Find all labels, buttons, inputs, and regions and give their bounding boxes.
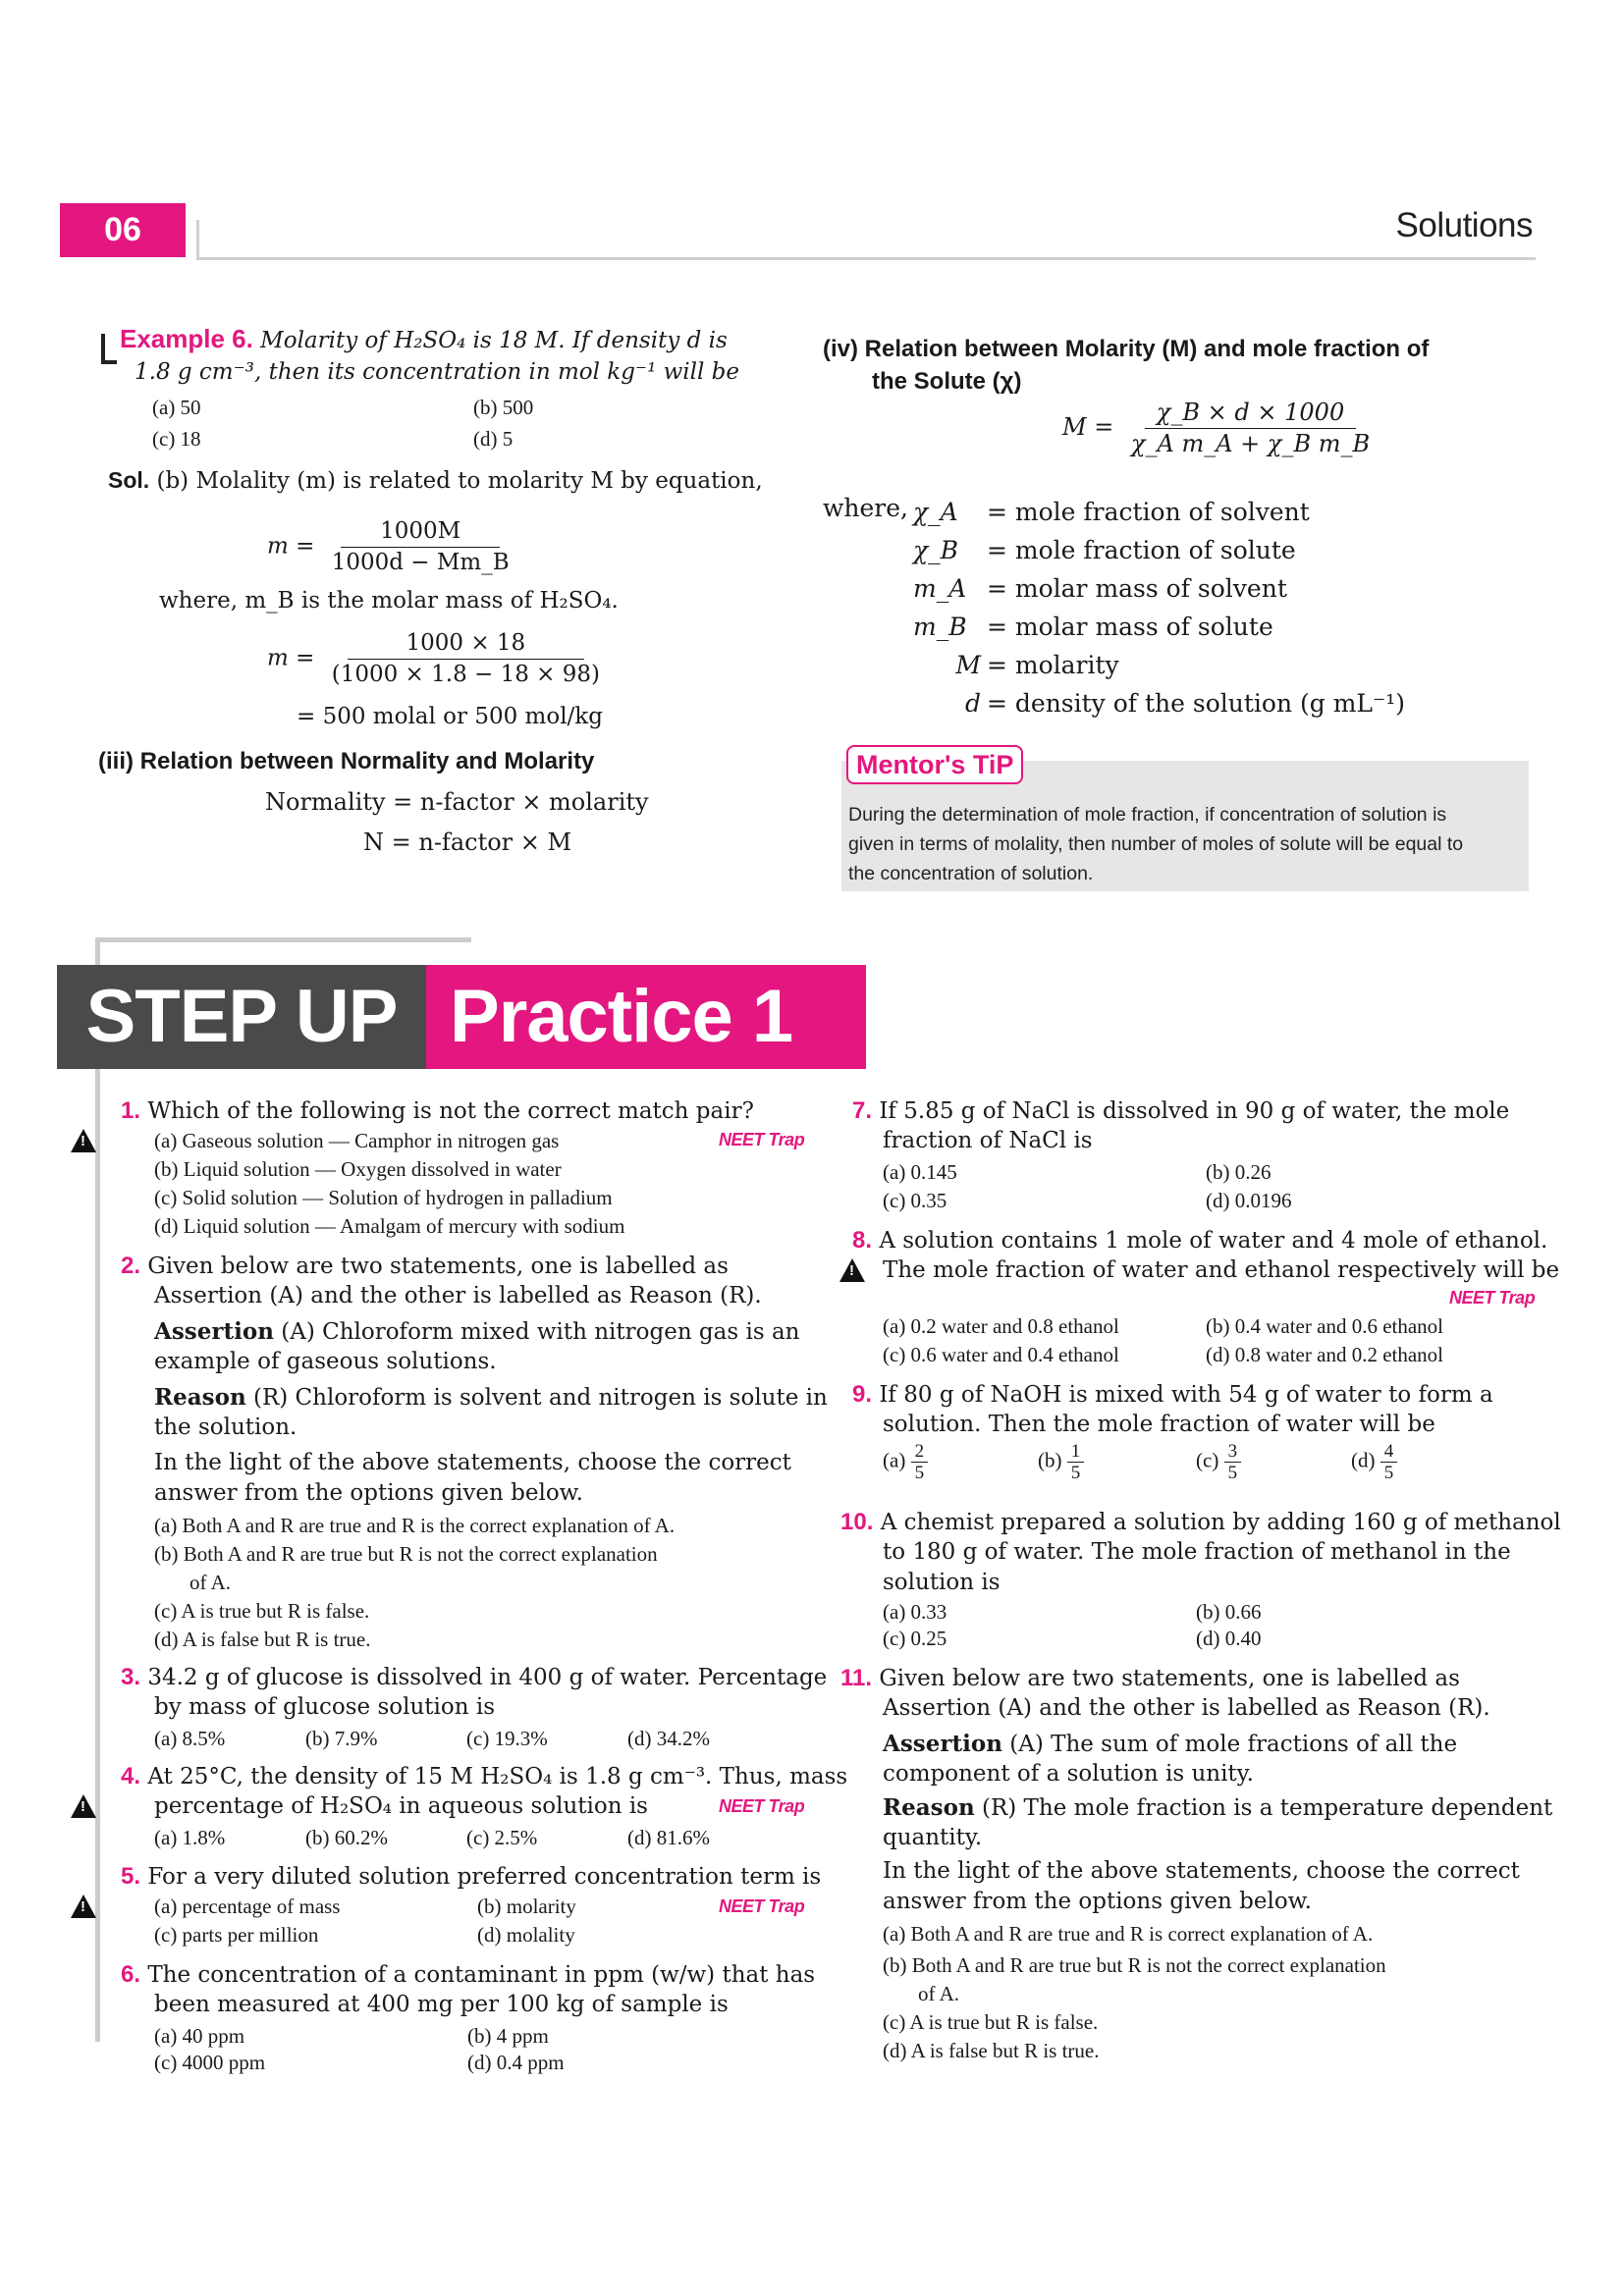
question-number: 9.: [852, 1381, 873, 1408]
q9-option-c: [1196, 1441, 1241, 1483]
q2-option-c: (c) A is true but R is false.: [154, 1599, 370, 1623]
example-bracket: [101, 334, 105, 363]
example-bracket-foot: [101, 360, 117, 364]
q2-reason: [154, 1382, 828, 1414]
definition-text: = molar mass of solvent: [987, 574, 1287, 603]
q5-option-b: (b) molarity: [477, 1895, 576, 1918]
definitions-list: [913, 493, 1405, 722]
q2-option-b-cont: of A.: [189, 1571, 231, 1594]
eq2-denominator: (1000 × 1.8 − 18 × 98): [331, 662, 600, 687]
q11-reason: [883, 1792, 1552, 1824]
definition-row: [913, 608, 1405, 646]
chapter-title: Solutions: [1395, 206, 1533, 244]
question-text: A chemist prepared a solution by adding 160 g of methanol: [880, 1510, 1561, 1535]
q9-option-a: [883, 1441, 928, 1483]
eq1-lhs: m =: [267, 533, 315, 560]
question-text: For a very diluted solution preferred concentration term is: [147, 1864, 822, 1890]
question-number: 1.: [121, 1097, 141, 1124]
fraction-denominator: 5: [1227, 1463, 1238, 1483]
q3-option-c: (c) 19.3%: [466, 1727, 548, 1750]
definition-symbol: d: [964, 689, 981, 718]
neet-trap-label: NEET Trap: [719, 1796, 805, 1816]
reason-text: (R) The mole fraction is a temperature dependent: [981, 1795, 1553, 1821]
question-9: [852, 1379, 1493, 1411]
where-label: where,: [823, 494, 908, 522]
definition-symbol: m_A: [913, 574, 967, 603]
fraction-numerator: 1: [1067, 1441, 1085, 1463]
definition-symbol: m_B: [913, 613, 967, 641]
question-text: solution. Then the mole fraction of water will be: [883, 1412, 1435, 1437]
example-label: Example 6.: [120, 324, 253, 353]
definition-text: = mole fraction of solute: [987, 536, 1296, 564]
reason-text: the solution.: [154, 1415, 298, 1440]
question-text: by mass of glucose solution is: [154, 1694, 496, 1720]
solution-line: [108, 465, 763, 497]
example-option-a: (a) 50: [152, 396, 201, 419]
reason-label: Reason: [154, 1384, 246, 1411]
mentor-tip-text: [848, 800, 1526, 888]
question-6: [121, 1959, 815, 1991]
q11-option-c: (c) A is true but R is false.: [883, 2010, 1099, 2034]
q1-option-c: (c) Solid solution — Solution of hydrogen in palladium: [154, 1186, 613, 1209]
q9-option-d: [1351, 1441, 1397, 1483]
question-number: 4.: [121, 1763, 141, 1789]
question-text: solution is: [883, 1570, 1001, 1595]
q7-option-d: (d) 0.0196: [1206, 1189, 1292, 1212]
option-label: (a): [883, 1448, 906, 1472]
q8-option-a: (a) 0.2 water and 0.8 ethanol: [883, 1314, 1119, 1338]
question-11: [840, 1663, 1460, 1694]
instruction-text: answer from the options given below.: [154, 1480, 583, 1506]
mentor-tip-label: Mentor's TiP: [846, 745, 1023, 784]
eq1-numerator: 1000M: [341, 516, 500, 548]
q10-option-d: (d) 0.40: [1196, 1627, 1262, 1650]
section-iii-heading: (iii) Relation between Normality and Molarity: [98, 748, 595, 774]
assertion-text: (A) Chloroform mixed with nitrogen gas is an: [281, 1319, 800, 1345]
question-5: [121, 1861, 821, 1893]
banner-practice: Practice 1: [426, 965, 866, 1069]
assertion-label: Assertion: [883, 1731, 1002, 1757]
fraction-numerator: 4: [1380, 1441, 1398, 1463]
q4-option-c: (c) 2.5%: [466, 1826, 538, 1849]
q1-option-d: (d) Liquid solution — Amalgam of mercury with sodium: [154, 1214, 625, 1238]
question-text: Assertion (A) and the other is labelled as Reason (R).: [883, 1695, 1490, 1721]
question-text: At 25°C, the density of 15 M H₂SO₄ is 1.8 g cm⁻³. Thus, mass: [147, 1764, 848, 1789]
q8-option-d: (d) 0.8 water and 0.2 ethanol: [1206, 1343, 1444, 1366]
q11-option-b-cont: of A.: [918, 1982, 959, 2005]
q8-option-b: (b) 0.4 water and 0.6 ethanol: [1206, 1314, 1444, 1338]
reason-text: (R) Chloroform is solvent and nitrogen is solute in: [252, 1385, 828, 1411]
molality-equation: [267, 516, 514, 578]
question-text: A solution contains 1 mole of water and 4 mole of ethanol.: [879, 1228, 1548, 1254]
q4-option-b: (b) 60.2%: [305, 1826, 388, 1849]
molarity-equation: [1062, 398, 1374, 459]
q7-option-a: (a) 0.145: [883, 1160, 957, 1184]
definition-row: [913, 684, 1405, 722]
q7-option-c: (c) 0.35: [883, 1189, 947, 1212]
q6-option-d: (d) 0.4 ppm: [467, 2051, 565, 2074]
question-text: The mole fraction of water and ethanol respectively will be: [883, 1257, 1560, 1283]
fraction-denominator: 5: [1070, 1463, 1081, 1483]
normality-formula-2: N = n-factor × M: [363, 828, 572, 856]
q3-option-b: (b) 7.9%: [305, 1727, 378, 1750]
banner-frame-left: [95, 937, 100, 2042]
definition-text: = density of the solution (g mL⁻¹): [987, 689, 1405, 718]
example-question: [120, 324, 728, 356]
q2-assertion: [154, 1316, 799, 1348]
question-text: been measured at 400 mg per 100 kg of sample is: [154, 1992, 729, 2017]
question-number: 7.: [852, 1097, 873, 1124]
question-4: [121, 1761, 847, 1792]
question-8: [852, 1225, 1547, 1256]
q5-option-d: (d) molality: [477, 1923, 575, 1947]
q3-option-d: (d) 34.2%: [627, 1727, 710, 1750]
q11-assertion: [883, 1729, 1457, 1760]
question-2: [121, 1251, 729, 1282]
q11-option-b: (b) Both A and R are true but R is not the correct explanation: [883, 1953, 1386, 1977]
question-text: If 80 g of NaOH is mixed with 54 g of water to form a: [879, 1382, 1493, 1408]
warning-icon: [839, 1258, 865, 1282]
q5-option-a: (a) percentage of mass: [154, 1895, 341, 1918]
solution-text: (b) Molality (m) is related to molarity M by equation,: [156, 468, 763, 494]
question-text: Which of the following is not the correct match pair?: [147, 1098, 754, 1124]
q10-option-c: (c) 0.25: [883, 1627, 947, 1650]
eq2-numerator: 1000 × 18: [348, 628, 585, 660]
definition-row: [913, 569, 1405, 608]
molality-result: = 500 molal or 500 mol/kg: [297, 704, 603, 729]
definition-text: = molar mass of solute: [987, 613, 1273, 641]
q9-option-b: [1038, 1441, 1084, 1483]
assertion-text: component of a solution is unity.: [883, 1761, 1254, 1787]
eq1-denominator: 1000d − Mm_B: [331, 550, 510, 575]
q8-option-c: (c) 0.6 water and 0.4 ethanol: [883, 1343, 1119, 1366]
definition-symbol: χ_B: [913, 536, 959, 564]
where-molar-mass: where, m_B is the molar mass of H₂SO₄.: [159, 588, 619, 614]
question-text: 34.2 g of glucose is dissolved in 400 g of water. Percentage: [147, 1665, 828, 1690]
question-number: 2.: [121, 1253, 141, 1279]
question-10: [840, 1507, 1561, 1538]
molality-calculation: [267, 628, 604, 690]
question-text: to 180 g of water. The mole fraction of methanol in the: [883, 1539, 1511, 1565]
q3-option-a: (a) 8.5%: [154, 1727, 226, 1750]
q1-option-a: (a) Gaseous solution — Camphor in nitrogen gas: [154, 1129, 560, 1152]
instruction-text: In the light of the above statements, choose the correct: [883, 1858, 1520, 1884]
fraction-numerator: 3: [1224, 1441, 1242, 1463]
warning-icon: [71, 1129, 96, 1152]
example-question-line2: 1.8 g cm⁻³, then its concentration in mol kg⁻¹ will be: [135, 359, 740, 385]
warning-icon: [71, 1794, 96, 1818]
example-question-line1: Molarity of H₂SO₄ is 18 M. If density d is: [260, 328, 728, 353]
option-label: (c): [1196, 1448, 1219, 1472]
question-number: 11.: [840, 1665, 873, 1691]
question-text: fraction of NaCl is: [883, 1128, 1093, 1153]
q1-option-b: (b) Liquid solution — Oxygen dissolved in water: [154, 1157, 562, 1181]
neet-trap-label: NEET Trap: [719, 1896, 805, 1916]
question-text: The concentration of a contaminant in ppm (w/w) that has: [147, 1962, 816, 1988]
question-text: Given below are two statements, one is labelled as: [147, 1254, 729, 1279]
q11-option-a: (a) Both A and R are true and R is correct explanation of A.: [883, 1922, 1374, 1946]
page-number: 06: [60, 203, 186, 257]
definition-text: = mole fraction of solvent: [987, 498, 1310, 526]
instruction-text: answer from the options given below.: [883, 1889, 1312, 1914]
eq-iv-numerator: χ_B × d × 1000: [1145, 398, 1356, 429]
q4-option-d: (d) 81.6%: [627, 1826, 710, 1849]
question-1: [121, 1095, 754, 1127]
definition-symbol: M: [955, 651, 981, 679]
eq-iv-lhs: M =: [1062, 413, 1114, 441]
definition-row: [913, 531, 1405, 569]
question-text: Assertion (A) and the other is labelled as Reason (R).: [154, 1283, 762, 1308]
eq2-lhs: m =: [267, 645, 315, 671]
mentor-tip-line: the concentration of solution.: [848, 863, 1094, 884]
q6-option-a: (a) 40 ppm: [154, 2024, 245, 2048]
assertion-text: example of gaseous solutions.: [154, 1349, 497, 1374]
eq-iv-denominator: χ_A m_A + χ_B m_B: [1130, 430, 1371, 457]
neet-trap-label: NEET Trap: [719, 1130, 805, 1149]
q7-option-b: (b) 0.26: [1206, 1160, 1271, 1184]
q2-option-b: (b) Both A and R are true but R is not the correct explanation: [154, 1542, 658, 1566]
example-option-d: (d) 5: [473, 427, 514, 451]
section-iv-heading-line2: the Solute (χ): [872, 368, 1022, 395]
question-number: 10.: [840, 1509, 874, 1535]
reason-text: quantity.: [883, 1825, 983, 1850]
fraction-numerator: 2: [911, 1441, 929, 1463]
fraction-denominator: 5: [914, 1463, 925, 1483]
question-3: [121, 1662, 827, 1693]
warning-icon: [71, 1895, 96, 1918]
banner-frame-top: [95, 937, 471, 942]
header-rule: [196, 257, 1536, 260]
question-number: 5.: [121, 1863, 141, 1890]
assertion-label: Assertion: [154, 1318, 274, 1345]
reason-label: Reason: [883, 1794, 975, 1821]
q10-option-b: (b) 0.66: [1196, 1600, 1262, 1624]
q4-option-a: (a) 1.8%: [154, 1826, 226, 1849]
mentor-tip-line: During the determination of mole fraction, if concentration of solution is: [848, 804, 1447, 826]
definition-text: = molarity: [987, 651, 1119, 679]
instruction-text: In the light of the above statements, choose the correct: [154, 1450, 791, 1475]
q10-option-a: (a) 0.33: [883, 1600, 947, 1624]
fraction-denominator: 5: [1383, 1463, 1394, 1483]
q5-option-c: (c) parts per million: [154, 1923, 319, 1947]
q6-option-c: (c) 4000 ppm: [154, 2051, 266, 2074]
question-text: Given below are two statements, one is labelled as: [879, 1666, 1460, 1691]
question-number: 3.: [121, 1664, 141, 1690]
question-text: percentage of H₂SO₄ in aqueous solution is: [154, 1793, 648, 1819]
question-number: 8.: [852, 1227, 873, 1254]
solution-label: Sol.: [108, 467, 150, 493]
header-divider: [196, 220, 199, 259]
question-number: 6.: [121, 1961, 141, 1988]
q6-option-b: (b) 4 ppm: [467, 2024, 549, 2048]
normality-formula-1: Normality = n-factor × molarity: [265, 788, 649, 816]
question-text: If 5.85 g of NaCl is dissolved in 90 g of water, the mole: [879, 1098, 1510, 1124]
example-option-b: (b) 500: [473, 396, 534, 419]
q2-option-a: (a) Both A and R are true and R is the correct explanation of A.: [154, 1514, 676, 1537]
definition-row: [913, 493, 1405, 531]
section-iv-heading-line1: (iv) Relation between Molarity (M) and mole fraction of: [823, 336, 1430, 362]
option-label: (d): [1351, 1448, 1376, 1472]
definition-symbol: χ_A: [913, 498, 958, 526]
banner-step-up: STEP UP: [57, 965, 426, 1069]
example-option-c: (c) 18: [152, 427, 201, 451]
q2-option-d: (d) A is false but R is true.: [154, 1628, 371, 1651]
assertion-text: (A) The sum of mole fractions of all the: [1009, 1732, 1458, 1757]
mentor-tip-line: given in terms of molality, then number of moles of solute will be equal to: [848, 833, 1464, 855]
option-label: (b): [1038, 1448, 1062, 1472]
definition-row: [913, 646, 1405, 684]
neet-trap-label: NEET Trap: [1449, 1288, 1536, 1308]
q11-option-d: (d) A is false but R is true.: [883, 2039, 1100, 2062]
question-7: [852, 1095, 1509, 1127]
